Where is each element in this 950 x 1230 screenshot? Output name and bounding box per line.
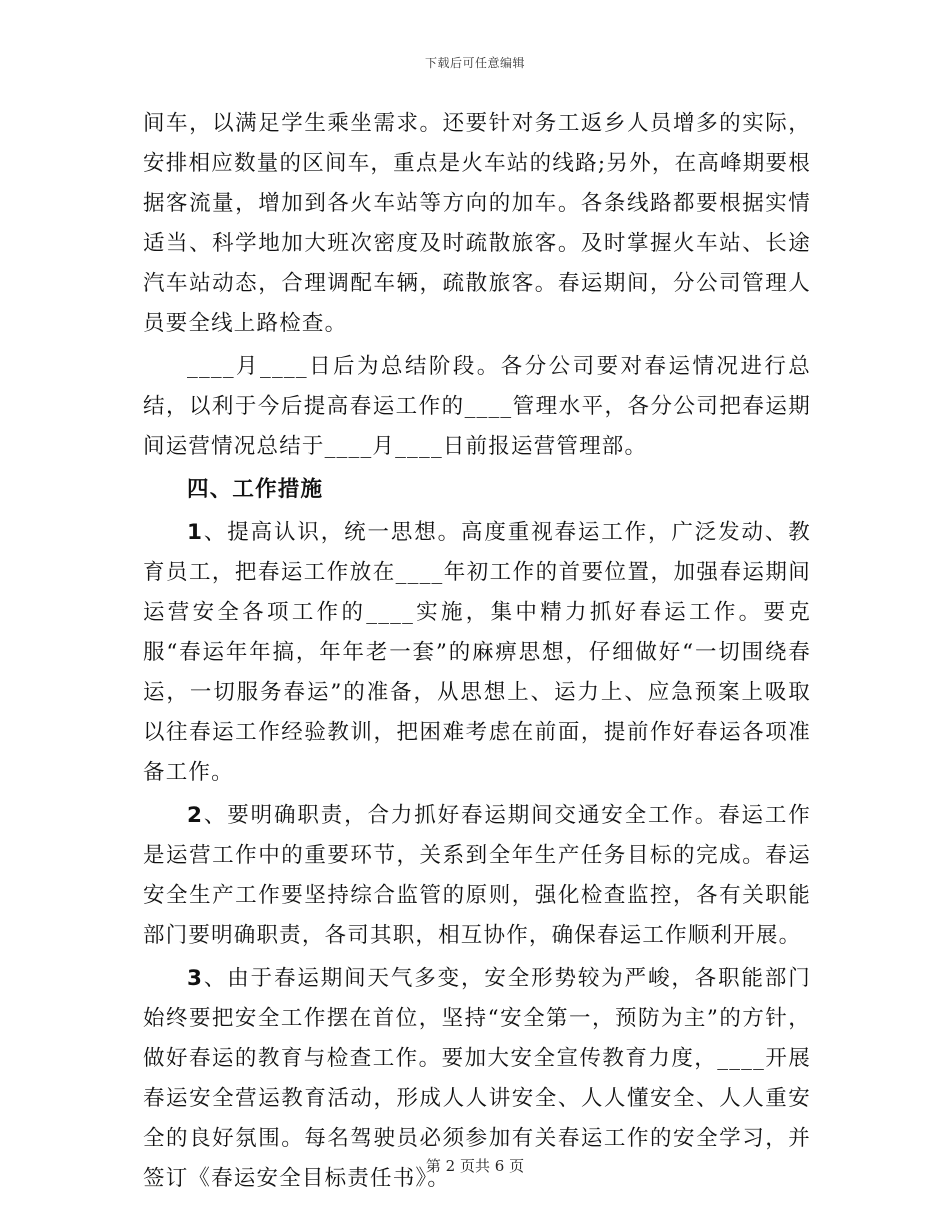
item-text: 、由于春运期间天气多变，安全形势较为严峻，各职能部门始终要把安全工作摆在首位，坚持“安全第一，预防为主”的方针，做好春运的教育与检查工作。要加大安全宣传教育力度，____开展春运安全营运教育活动，形成人人讲安全、人人懂安全、人人重安全的良好氛围。每名驾驶员必须参加有关春运工作的安全学习，并签订《春运安全目标责任书》。 xyxy=(143,966,811,1191)
paragraph-measure-1 xyxy=(143,513,811,793)
page-header: 下载后可任意编辑 xyxy=(424,56,525,70)
item-number: 3 xyxy=(187,966,204,991)
item-text: 、要明确职责，合力抓好春运期间交通安全工作。春运工作是运营工作中的重要环节，关系到全年生产任务目标的完成。春运安全生产工作要坚持综合监管的原则，强化检查监控，各有关职能部门要明确职责，各司其职，相互协作，确保春运工作顺利开展。 xyxy=(143,803,811,948)
page-footer: 第 2 页共 6 页 xyxy=(425,1157,525,1175)
paragraph-measure-2 xyxy=(143,796,811,956)
item-number: 1 xyxy=(187,520,204,545)
paragraph-summary-stage: ____月____日后为总结阶段。各分公司要对春运情况进行总结，以利于今后提高春运工作的____管理水平，各分公司把春运期间运营情况总结于____月____日前报运营管理部。 xyxy=(143,354,811,459)
item-number: 2 xyxy=(187,803,204,828)
document-body xyxy=(143,104,811,1202)
section-heading: 四、工作措施 xyxy=(187,477,324,502)
paragraph-continuation: 间车，以满足学生乘坐需求。还要针对务工返乡人员增多的实际，安排相应数量的区间车，重点是火车站的线路;另外，在高峰期要根据客流量，增加到各火车站等方向的加车。各条线路都要根据实情适当、科学地加大班次密度及时疏散旅客。及时掌握火车站、长途汽车站动态，合理调配车辆，疏散旅客。春运期间，分公司管理人员要全线上路检查。 xyxy=(143,111,811,336)
item-text: 、提高认识，统一思想。高度重视春运工作，广泛发动、教育员工，把春运工作放在____年初工作的首要位置，加强春运期间运营安全各项工作的____实施，集中精力抓好春运工作。要克服“春运年年搞，年年老一套”的麻痹思想，仔细做好“一切围绕春运，一切服务春运”的准备，从思想上、运力上、应急预案上吸取以往春运工作经验教训，把困难考虑在前面，提前作好春运各项准备工作。 xyxy=(143,520,811,785)
